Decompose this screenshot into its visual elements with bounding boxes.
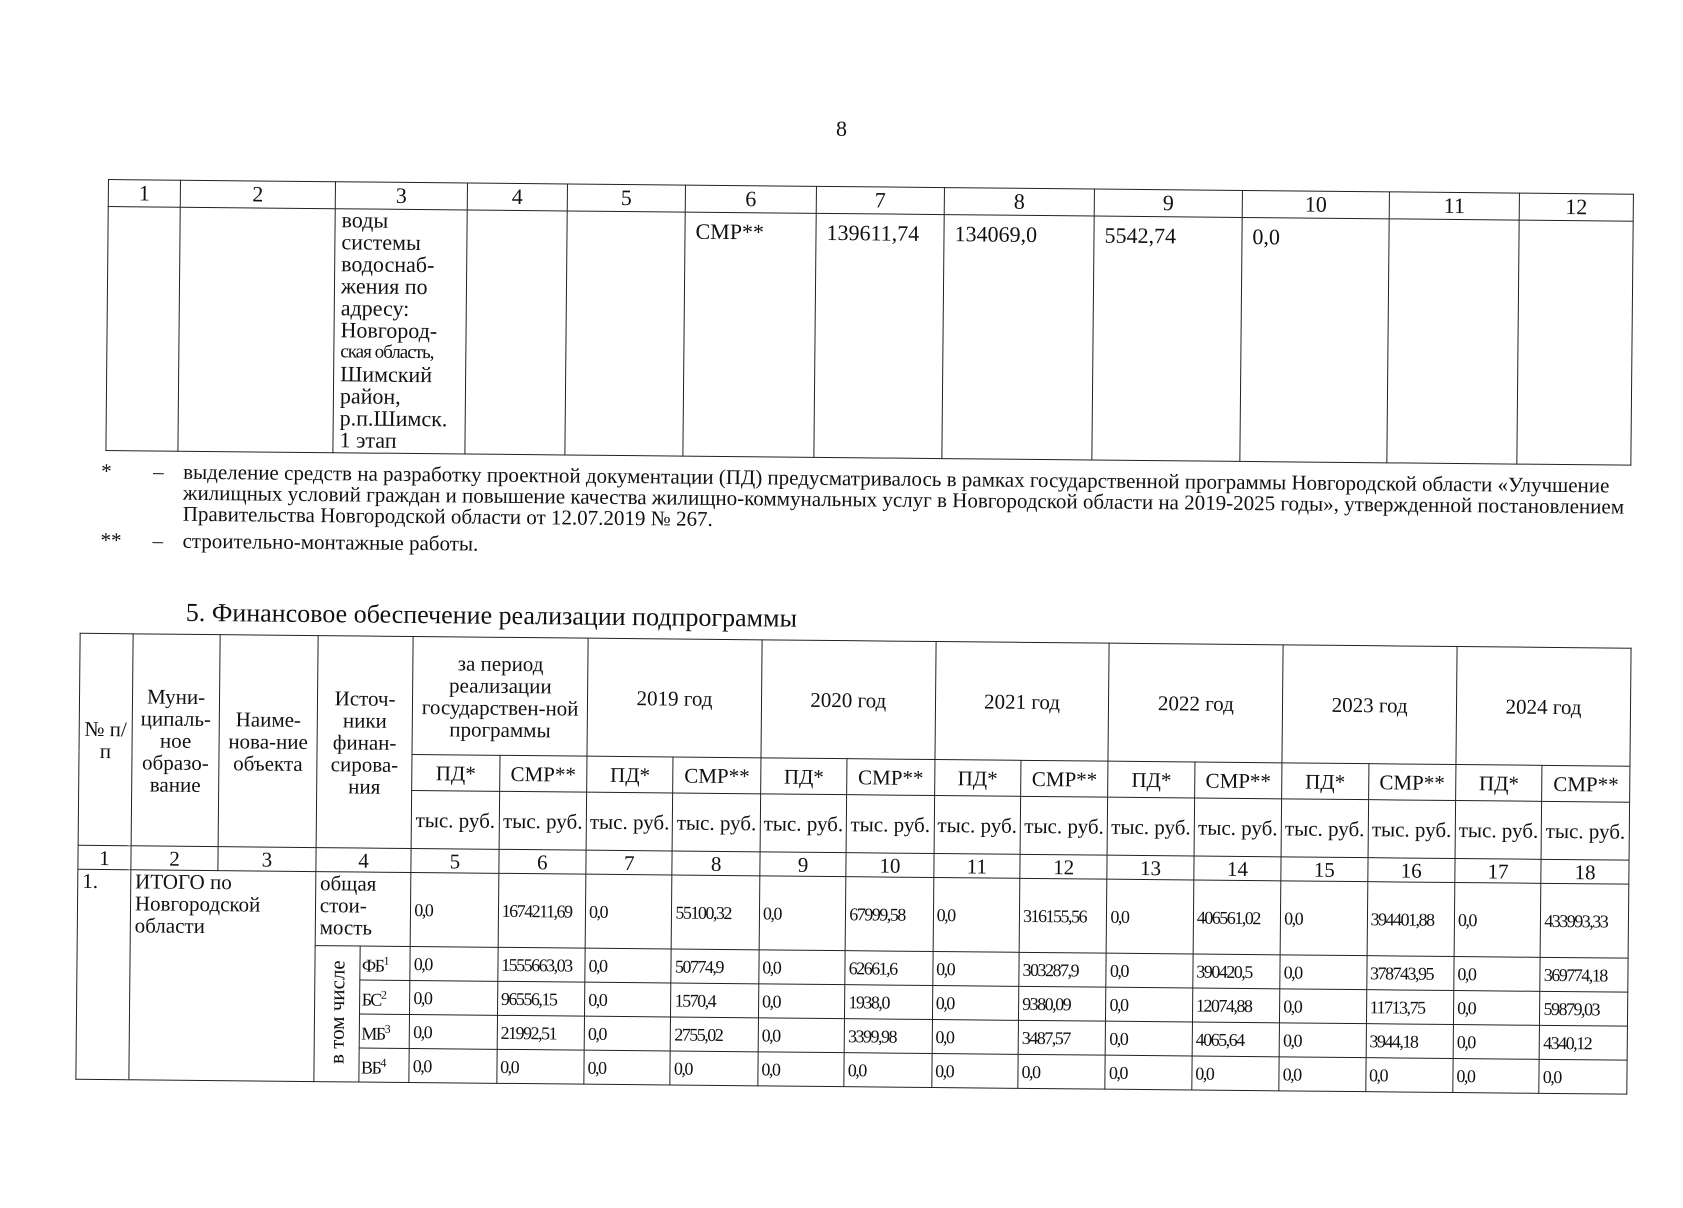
value-fb: 134069,0 [942,215,1094,460]
header-unit: тыс. руб. [411,790,499,849]
fb-value: 0,0 [410,946,498,981]
bs-value: 9380,09 [1019,986,1107,1021]
fb-value: 369774,18 [1540,957,1628,992]
mb-value: 4065,64 [1192,1022,1280,1057]
header-num: № п/п [78,633,133,845]
col-number: 8 [944,188,1094,216]
fb-value: 50774,9 [671,949,759,984]
header-smr: СМР** [1542,765,1630,802]
vb-value: 0,0 [409,1048,497,1083]
header-unit: тыс. руб. [1281,799,1368,858]
total-value: 0,0 [585,874,672,949]
header-unit: тыс. руб. [760,794,847,853]
vb-value: 0,0 [1279,1057,1366,1092]
vb-value: 0,0 [1453,1059,1540,1094]
bs-value: 0,0 [758,984,845,1019]
col-number: 1 [78,845,131,870]
including-label-cell [314,946,360,1082]
fb-value: 303287,9 [1019,952,1107,987]
col-number: 4 [467,183,567,211]
col-number: 9 [760,852,847,877]
vb-value: 0,0 [1192,1056,1280,1091]
vb-value: 0,0 [584,1050,671,1085]
header-pd: ПД* [412,754,500,791]
source-label-bs: $БС^2$ [359,980,410,1014]
value-mb: 0,0 [1240,217,1389,462]
col-number: 7 [586,850,673,875]
total-value: 0,0 [1107,879,1194,954]
vb-value: 0,0 [844,1053,932,1088]
header-unit: тыс. руб. [1541,801,1629,860]
col-number: 17 [1455,859,1542,884]
col-number: 3 [335,182,467,210]
header-unit: тыс. руб. [1455,801,1542,860]
fb-value: 390420,5 [1193,954,1281,989]
header-smr: СМР** [673,757,761,794]
mb-value: 3944,18 [1366,1024,1454,1059]
mb-value: 0,0 [1453,1025,1540,1060]
col-number: 12 [1519,193,1633,221]
mb-value: 0,0 [584,1016,671,1051]
mb-value: 0,0 [758,1018,845,1053]
bs-value: 1938,0 [845,985,933,1020]
total-value: 67999,58 [845,877,933,952]
bs-value: 0,0 [1280,989,1367,1024]
header-source: Источ-ники финан-сирова-ния [316,636,414,849]
header-unit: тыс. руб. [846,795,934,854]
header-unit: тыс. руб. [1108,797,1195,856]
total-value: 0,0 [1454,883,1541,958]
col-number: 1 [108,180,180,208]
header-pd: ПД* [1282,763,1369,800]
fb-value: 0,0 [585,948,672,983]
vb-value: 0,0 [1105,1055,1192,1090]
col-number: 13 [1107,855,1194,880]
footnote-smr: ** – строительно-монтажные работы. [100,527,479,556]
fb-value: 0,0 [1454,957,1541,992]
header-pd: ПД* [1456,765,1543,802]
section-title: 5. Финансовое обеспечение реализации подпрограммы [185,597,798,633]
header-unit: тыс. руб. [586,792,673,851]
vb-value: 0,0 [1018,1054,1106,1089]
col-number: 11 [1389,192,1519,220]
mb-value: 0,0 [1106,1021,1193,1056]
col-number: 9 [1094,189,1242,217]
col-number: 12 [1020,854,1108,879]
fb-value: 1555663,03 [498,947,586,982]
total-row [77,869,1629,958]
footnotes [100,458,1641,572]
row-municipality: ИТОГО по Новгородской области [129,870,316,1082]
bs-value: 12074,88 [1192,988,1280,1023]
fb-value: 378743,95 [1366,956,1454,991]
fb-value: 0,0 [1106,953,1193,988]
col-number: 18 [1541,859,1629,884]
mb-value: 0,0 [410,1014,498,1049]
header-unit: тыс. руб. [1194,798,1282,857]
header-row-1 [79,633,1631,766]
value-total: 139611,74 [814,213,944,458]
col-number: 16 [1367,858,1455,883]
col-number: 4 [316,848,412,873]
source-label-vb: $ВБ^4$ [358,1048,409,1082]
col-number: 14 [1194,856,1282,881]
header-pd: ПД* [761,758,848,795]
col-number: 11 [934,854,1021,879]
cost-type: СМР** [683,212,816,457]
bs-value: 59879,03 [1540,991,1628,1026]
header-smr: СМР** [847,759,935,796]
mb-value: 3487,57 [1018,1020,1106,1055]
header-unit: тыс. руб. [499,791,587,850]
mb-value: 0,0 [1279,1023,1366,1058]
bs-value: 0,0 [585,982,672,1017]
header-unit: тыс. руб. [673,793,761,852]
total-value: 0,0 [759,876,846,951]
header-pd: ПД* [587,756,674,793]
fb-value: 0,0 [759,950,846,985]
header-year-2021: 2021 год [935,642,1110,762]
header-year-2020: 2020 год [761,640,936,760]
footnote-pd: * – выделение средств на разработку проектной документации (ПД) предусматривалось в рамках государственной программы Новгородской области «Улучшение жилищных условий граждан и повышение качества жилищно-коммунальных услуг в Новгородской области на 2019-2025 годы», утвержденной постановлением Правительства Новгородской области от 12.07.2019 № 267. [101,458,1625,531]
bs-value: 0,0 [410,980,498,1015]
source-total-label: общая стои-мость [315,872,411,947]
header-smr: СМР** [1021,760,1109,797]
header-unit: тыс. руб. [1368,800,1456,859]
col-number: 6 [685,185,816,213]
mb-value: 21992,51 [497,1015,585,1050]
mb-value: 4340,12 [1540,1025,1628,1060]
total-value: 0,0 [1280,881,1367,956]
col-number: 2 [180,180,335,208]
col-number: 5 [567,184,685,212]
fb-value: 62661,6 [845,951,933,986]
bs-value: 11713,75 [1366,990,1454,1025]
bs-value: 0,0 [932,986,1019,1021]
page-number: 8 [836,116,847,141]
vb-value: 0,0 [1539,1059,1627,1094]
header-smr: СМР** [499,755,587,792]
col-number: 7 [816,186,944,214]
source-label-fb: $ФБ^1$ [359,946,410,980]
total-value: 394401,88 [1367,882,1455,957]
bs-value: 96556,15 [497,981,585,1016]
vb-value: 0,0 [758,1052,845,1087]
object-row [106,207,1633,466]
header-year-2019: 2019 год [587,638,762,758]
header-year-2022: 2022 год [1108,643,1283,763]
total-value: 1674211,69 [498,873,586,948]
vb-value: 0,0 [1365,1058,1453,1093]
mb-value: 2755,02 [671,1017,759,1052]
bs-value: 0,0 [1106,987,1193,1022]
vb-value: 0,0 [931,1053,1018,1088]
value-bs: 5542,74 [1092,216,1242,461]
col-number: 2 [131,846,219,871]
fb-value: 0,0 [932,952,1019,987]
col-number: 10 [1242,190,1389,218]
col-number: 15 [1281,857,1368,882]
fb-value: 0,0 [1280,955,1367,990]
including-label: в том числе [324,959,350,1064]
header-year-2024: 2024 год [1456,647,1631,767]
financing-table [75,633,1631,1095]
header-smr: СМР** [1368,764,1456,801]
col-number: 5 [411,848,499,873]
header-smr: СМР** [1194,762,1282,799]
header-pd: ПД* [1108,761,1195,798]
col-number: 6 [499,849,587,874]
header-unit: тыс. руб. [1020,796,1108,855]
objects-table [105,179,1634,466]
header-period: за период реализации государствен-ной программы [412,637,588,757]
col-number: 3 [218,847,316,872]
vb-value: 0,0 [497,1049,585,1084]
header-municipality: Муни-ципаль-ное образо-вание [131,634,220,847]
header-pd: ПД* [934,760,1021,797]
header-unit: тыс. руб. [934,796,1021,855]
mb-value: 3399,98 [844,1019,932,1054]
bs-value: 1570,4 [671,983,759,1018]
header-object: Наиме-нова-ние объекта [218,635,318,848]
total-value: 0,0 [933,878,1020,953]
header-year-2023: 2023 год [1282,645,1457,765]
total-value: 55100,32 [672,875,760,950]
source-label-mb: $МБ^3$ [359,1014,410,1048]
row-number: 1. [76,869,131,1079]
col-number: 8 [672,851,760,876]
vb-value: 0,0 [670,1051,758,1086]
object-name: воды системы водоснаб- жения по адресу: Новгород- ская область, Шимский район, р.п.Шимск. 1 этап [333,209,467,454]
bs-value: 0,0 [1453,991,1540,1026]
total-value: 433993,33 [1540,883,1628,958]
total-value: 0,0 [410,872,498,947]
mb-value: 0,0 [932,1019,1019,1054]
total-value: 406561,02 [1193,880,1281,955]
total-value: 316155,56 [1019,878,1107,953]
col-number: 10 [846,853,934,878]
